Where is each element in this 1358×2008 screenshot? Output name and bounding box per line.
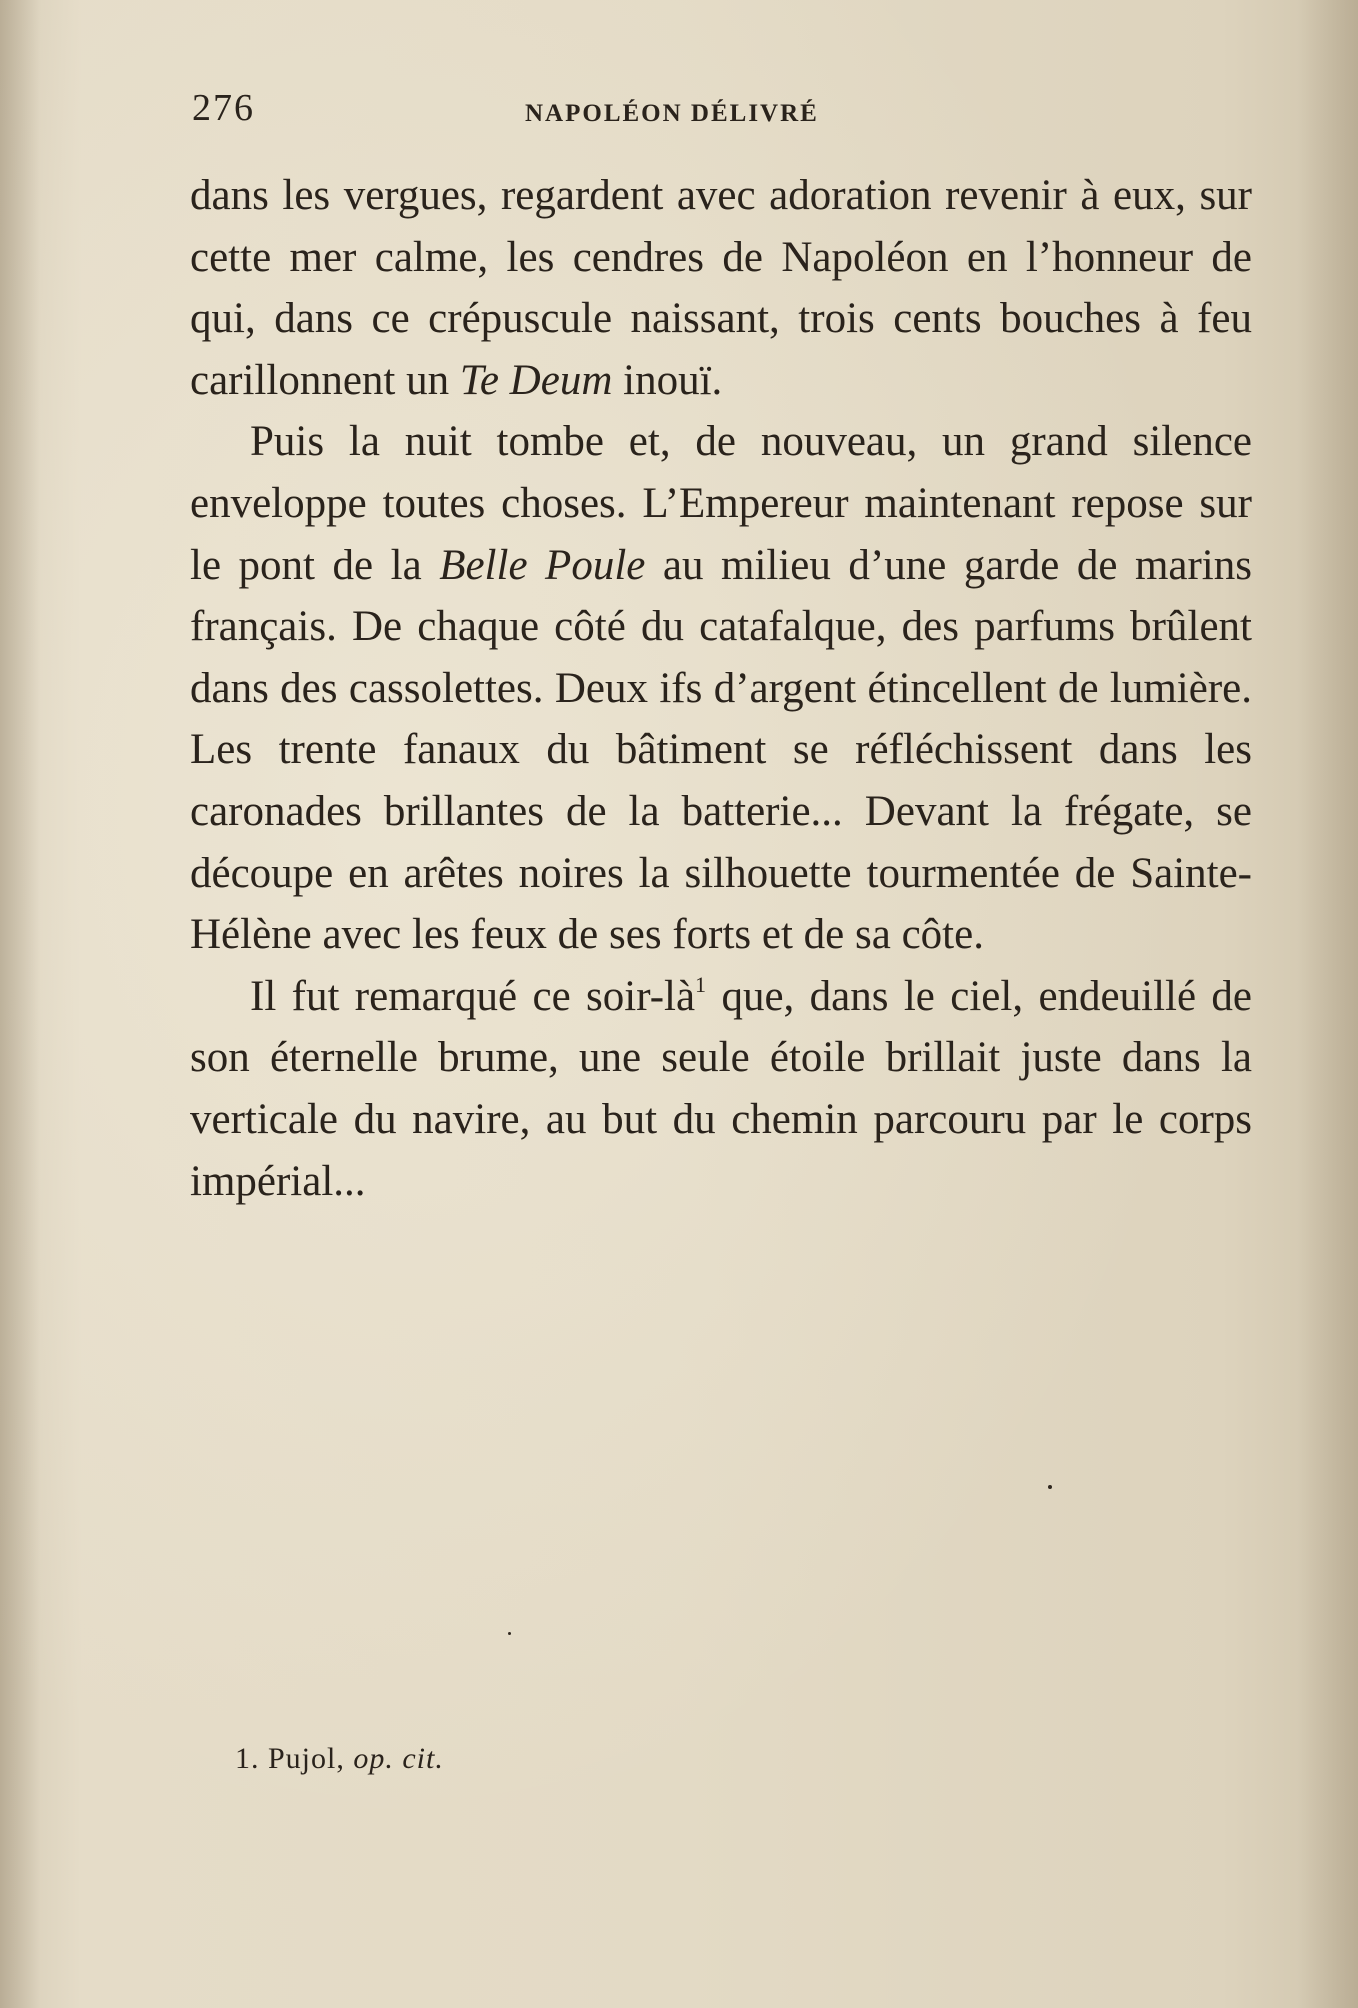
page-edge-shadow-right bbox=[1298, 0, 1358, 2008]
paragraph-1-text: dans les vergues, regardent avec adoration revenir à eux, sur cette mer calme, les cendres de Napoléon en l’honneur de qui, dans ce crépuscule naissant, trois cents bouches à feu carillonnent un bbox=[190, 172, 1252, 404]
footnote-marker: 1 bbox=[695, 971, 707, 997]
paragraph-1 bbox=[190, 165, 1252, 411]
footnote bbox=[235, 1742, 444, 1776]
paragraph-2-text-b: au milieu d’une garde de marins français. De chaque côté du catafalque, des parfums brûlent dans des cassolettes. Deux ifs d’argent étincellent de lumière. Les trente fanaux du bâtiment se réfléchissent dans les caronades brillantes de la batterie... Devant la frégate, se découpe en arêtes noires la silhouette tourmentée de Sainte-Hélène avec les feux de ses forts et de sa côte. bbox=[190, 541, 1252, 959]
page-edge-shadow-left bbox=[0, 0, 40, 2008]
paragraph-3-text-b: que, dans le ciel, endeuillé de son éternelle brume, une seule étoile brillait juste dans la verticale du navire, au but du chemin parcouru par le corps impérial... bbox=[190, 972, 1253, 1205]
paragraph-2 bbox=[190, 411, 1252, 965]
paragraph-1-italic: Te Deum bbox=[459, 356, 613, 404]
footnote-reference: op. cit. bbox=[353, 1742, 444, 1775]
page-number: 276 bbox=[192, 87, 255, 129]
paragraph-2-text-a: Puis la nuit tombe et, de nouveau, un grand silence enveloppe toutes choses. L’Empereur maintenant repose sur le pont de la bbox=[190, 418, 1252, 589]
running-title: NAPOLÉON DÉLIVRÉ bbox=[525, 100, 819, 127]
body-text bbox=[190, 165, 1252, 1212]
ink-speck bbox=[508, 1632, 511, 1635]
ink-speck bbox=[1048, 1485, 1052, 1489]
paragraph-1-end: inouï. bbox=[623, 356, 723, 404]
footnote-number: 1. bbox=[235, 1742, 260, 1775]
paragraph-2-italic: Belle Poule bbox=[439, 541, 646, 589]
paragraph-3 bbox=[190, 966, 1252, 1212]
footnote-author: Pujol, bbox=[268, 1742, 345, 1775]
running-head bbox=[192, 86, 1252, 136]
paragraph-3-text-a: Il fut remarqué ce soir-là bbox=[250, 972, 696, 1020]
